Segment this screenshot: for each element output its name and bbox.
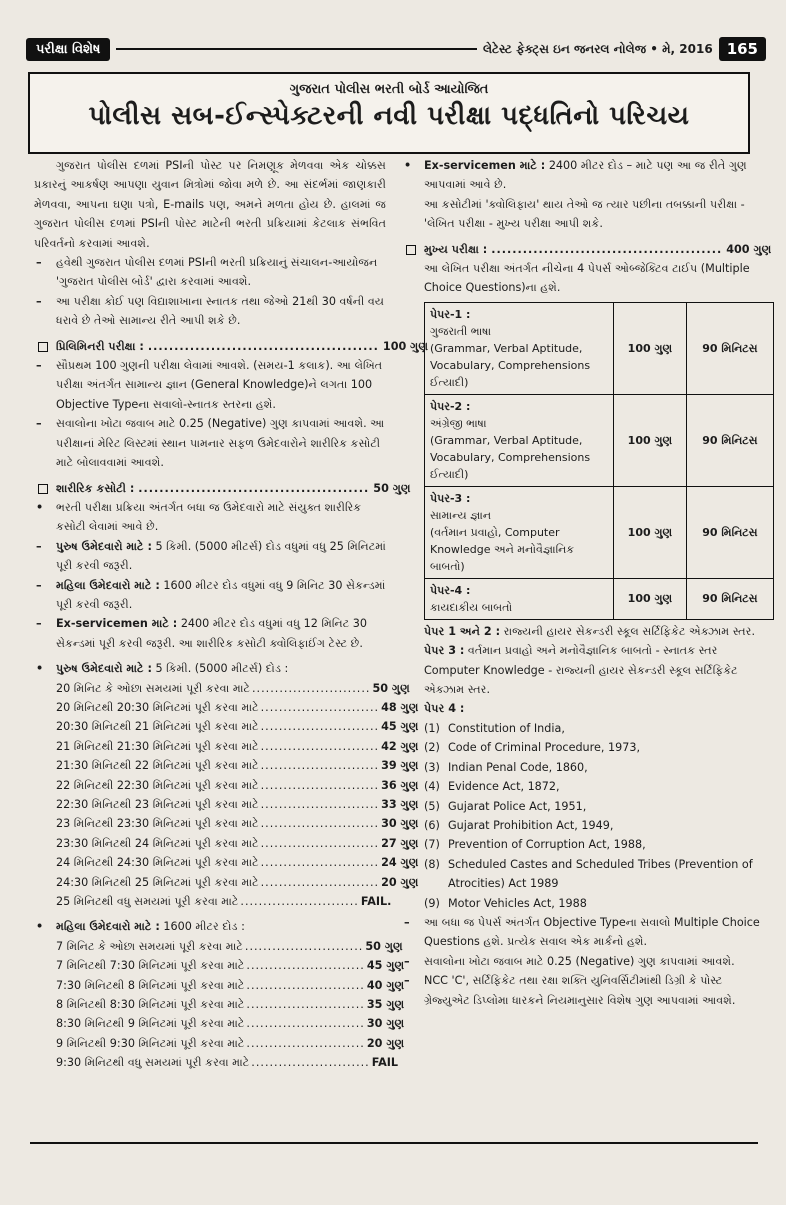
score-time: 8:30 મિનિટથી 9 મિનિટમાં પૂરી કરવા માટે	[56, 1017, 245, 1031]
paper-desc-cell	[425, 394, 614, 486]
paper-row	[425, 302, 774, 394]
score-row	[34, 1053, 399, 1072]
score-time: 20 મિનિટથી 20:30 મિનિટમાં પૂરી કરવા માટે	[56, 700, 259, 714]
act-number: (8)	[424, 857, 440, 871]
title-kicker: ગુજરાત પોલીસ ભરતી બોર્ડ આયોજિત	[289, 82, 489, 97]
act-number: (7)	[424, 838, 440, 852]
score-value: 30 ગુણ	[381, 817, 419, 831]
paper-name: પેપર-3 :	[430, 491, 471, 505]
score-row	[34, 717, 419, 736]
paper-time: 90 મિનિટસ	[686, 394, 773, 486]
paper-desc-cell	[425, 302, 614, 394]
page-title: પોલીસ સબ-ઈન્સ્પેક્ટરની નવી પરીક્ષા પદ્ધતિનો પરિચય	[88, 101, 690, 131]
right-column	[402, 156, 772, 1010]
act-title: Code of Criminal Procedure, 1973,	[448, 741, 641, 755]
intro-point: – હવેથી ગુજરાત પોલીસ દળમાં PSIની ભરતી પ્રક્રિયાનું સંચાલન-આયોજન 'ગુજરાત પોલીસ બોર્ડ' દ્વારા કરવામાં આવશે.	[36, 256, 378, 289]
paper-marks: 100 ગુણ	[614, 394, 687, 486]
score-time: 9 મિનિટથી 9:30 મિનિટમાં પૂરી કરવા માટે	[56, 1036, 245, 1050]
score-value: 35 ગુણ	[366, 998, 405, 1012]
act-item	[424, 835, 766, 854]
issue-info: લેટેસ્ટ ફેક્ટ્સ ઇન જનરલ નોલેજ • મે, 2016	[482, 41, 713, 56]
leader-dots: ..........................	[260, 875, 380, 889]
act-item	[424, 816, 766, 835]
score-row	[34, 1014, 405, 1033]
leader-dots: ..........................	[260, 836, 380, 850]
main-exam-heading: મુખ્ય પરીક્ષા : ............................................ 400 ગુણ	[402, 240, 766, 259]
paper-marks: 100 ગુણ	[614, 302, 687, 394]
paper-name: પેપર-4 :	[430, 583, 471, 597]
paper-marks: 100 ગુણ	[614, 486, 687, 578]
score-time: 7 મિનિટથી 7:30 મિનિટમાં પૂરી કરવા માટે	[56, 959, 245, 973]
score-time: 23:30 મિનિટથી 24 મિનિટમાં પૂરી કરવા માટે	[56, 836, 259, 850]
score-row	[34, 795, 419, 814]
physical-point: – પુરુષ ઉમેદવારો માટે : 5 કિમી. (5000 મીટર્સ) દોડ વધુમાં વધુ 25 મિનિટમાં પૂરી કરવી જરૂરી.	[36, 539, 386, 573]
act-number: (5)	[424, 799, 440, 813]
score-value: 42 ગુણ	[381, 739, 419, 753]
score-value: 27 ગુણ	[381, 836, 419, 850]
paper-desc: સામાન્ય જ્ઞાન (વર્તમાન પ્રવાહો, Computer Knowledge અને મનોવૈજ્ઞાનિક બાબતો)	[430, 508, 575, 573]
act-title: Evidence Act, 1872,	[448, 780, 560, 794]
intro-paragraph: ગુજરાત પોલીસ દળમાં PSIની પોસ્ટ પર નિમણૂક મેળવવા એક ચોક્કસ પ્રકારનું આકર્ષણ આપણા યુવાન મિત્રોમાં જોવા મળે છે. આ સંદર્ભમાં જાણકારી મેળવવા, આપના ઘણા પત્રો, E-mails પણ, અમને મળતા હોય છે. હાલમાં જ ગુજરાત પોલીસ દળમાં PSIની પોસ્ટ માટેની ભરતી પ્રક્રિયામાં કેટલાક સંભવિત પરિવર્તનો કરવામાં આવશે.	[34, 159, 386, 250]
title-box	[28, 72, 750, 154]
prelim-heading: પ્રિલિમિનરી પરીક્ષા : ............................................ 100 ગુણ	[34, 337, 386, 356]
qualify-note: આ કસોટીમાં 'ક્વોલિફાય' થાય તેઓ જ ત્યાર પછીના તબક્કાની પરીક્ષા - 'લેખિત પરીક્ષા - મુખ્ય પરીક્ષા આપી શકે.	[424, 197, 745, 231]
paper-desc: ગુજરાતી ભાષા (Grammar, Verbal Aptitude, Vocabulary, Comprehensions ઈત્યાદી)	[430, 324, 591, 389]
act-item	[424, 758, 766, 777]
left-column	[34, 156, 429, 1073]
paper-desc: કાયદાકીય બાબતો	[430, 600, 513, 614]
score-row	[34, 956, 405, 975]
act-item	[424, 894, 766, 913]
score-value: 40 ગુણ	[366, 978, 405, 992]
score-time: 9:30 મિનિટથી વધુ સમયમાં પૂરી કરવા માટે	[56, 1056, 250, 1070]
score-time: 25 મિનિટથી વધુ સમયમાં પૂરી કરવા માટે	[56, 895, 239, 909]
ex-servicemen-point: • Ex-servicemen માટે : 2400 મીટર દોડ – માટે પણ આ જ રીતે ગુણ આપવામાં આવે છે.	[404, 159, 747, 192]
leader-dots: ............................................	[147, 339, 379, 353]
act-title: Motor Vehicles Act, 1988	[448, 896, 587, 910]
score-row	[34, 853, 419, 872]
leader-dots: ..........................	[260, 798, 380, 811]
score-value: 30 ગુણ	[366, 1017, 405, 1031]
paper4-note: પેપર 4 :	[424, 702, 465, 716]
male-scores-heading: • પુરુષ ઉમેદવારો માટે : 5 કિમી. (5000 મીટર્સ) દોડ :	[36, 662, 289, 676]
leader-dots: ..........................	[260, 739, 380, 753]
act-title: Constitution of India,	[448, 721, 565, 735]
act-number: (3)	[424, 760, 440, 774]
score-row	[34, 937, 403, 956]
act-title: Gujarat Prohibition Act, 1949,	[448, 818, 614, 832]
paper-name: પેપર-1 :	[430, 307, 471, 321]
score-row	[34, 756, 419, 775]
page-number: 165	[719, 37, 766, 61]
score-row	[34, 698, 419, 717]
act-title: Indian Penal Code, 1860,	[448, 760, 588, 774]
square-bullet-icon	[406, 245, 416, 255]
paper-time: 90 મિનિટસ	[686, 486, 773, 578]
physical-point: – Ex-servicemen માટે : 2400 મીટર દોડ વધુમાં વધુ 12 મિનિટ 30 સેકન્ડમાં પૂરી કરવી જરૂરી. આ શારીરિક કસોટી ક્વોલિફાઈંગ ટેસ્ટ છે.	[36, 617, 368, 650]
leader-dots: ..........................	[246, 978, 365, 992]
score-time: 8 મિનિટથી 8:30 મિનિટમાં પૂરી કરવા માટે	[56, 998, 245, 1012]
leader-dots: ..........................	[244, 939, 364, 953]
physical-heading: શારીરિક કસોટી : ............................................ 50 ગુણ	[34, 479, 386, 498]
leader-dots: ............................................	[491, 242, 723, 256]
square-bullet-icon	[38, 484, 48, 494]
physical-point: – મહિલા ઉમેદવારો માટે : 1600 મીટર દોડ વધુમાં વધુ 9 મિનિટ 30 સેકન્ડમાં પૂરી કરવી જરૂરી.	[36, 578, 386, 611]
act-number: (6)	[424, 818, 440, 832]
score-row	[34, 814, 419, 833]
act-item	[424, 719, 766, 738]
score-value: 45 ગુણ	[381, 720, 419, 734]
act-title: Gujarat Police Act, 1951,	[448, 799, 587, 813]
score-value: 50 ગુણ	[372, 681, 410, 695]
paper-name: પેપર-2 :	[430, 399, 471, 413]
leader-dots: ..........................	[246, 998, 365, 1012]
score-time: 22 મિનિટથી 22:30 મિનિટમાં પૂરી કરવા માટે	[56, 778, 259, 792]
score-row	[34, 1034, 405, 1053]
act-number: (1)	[424, 721, 440, 735]
prelim-point: – સવાલોના ખોટા જવાબ માટે 0.25 (Negative) ગુણ કાપવામાં આવશે. આ પરીક્ષાનાં મેરિટ લિસ્ટમાં સ્થાન પામનાર સફળ ઉમેદવારોને શારીરિક કસોટી માટે બોલાવવામાં આવશે.	[36, 417, 385, 470]
paper3-note: પેપર 3 : વર્તમાન પ્રવાહો અને મનોવૈજ્ઞાનિક બાબતો - સ્નાતક સ્તર Computer Knowledge - રાજ્યની હાયર સેકન્ડરી સ્કૂલ સર્ટિફિકેટ એક્ઝામ સ્તર.	[424, 644, 738, 697]
acts-list	[402, 719, 766, 913]
leader-dots: ..........................	[240, 895, 359, 909]
act-item	[424, 855, 766, 894]
score-time: 23 મિનિટથી 23:30 મિનિટમાં પૂરી કરવા માટે	[56, 817, 259, 831]
leader-dots: ..........................	[260, 759, 380, 773]
score-time: 24:30 મિનિટથી 25 મિનિટમાં પૂરી કરવા માટે	[56, 875, 259, 889]
paper-row	[425, 486, 774, 578]
male-score-list	[34, 679, 419, 912]
leader-dots: ..........................	[260, 700, 380, 714]
score-value: 24 ગુણ	[381, 856, 419, 870]
leader-dots: ..........................	[251, 1056, 370, 1070]
score-row	[34, 873, 419, 892]
score-row	[34, 976, 405, 995]
leader-dots: ............................................	[138, 481, 370, 495]
square-bullet-icon	[38, 342, 48, 352]
leader-dots: ..........................	[260, 778, 380, 792]
score-value: FAIL	[371, 1056, 399, 1070]
prelim-point: – સૌપ્રથમ 100 ગુણની પરીક્ષા લેવામાં આવશે. (સમય-1 કલાક). આ લેખિત પરીક્ષા અંતર્ગત સામાન્ય જ્ઞાન (General Knowledge)ને લગતા 100 Objective Typeના સવાલો-સ્નાતક સ્તરના હશે.	[36, 359, 383, 411]
leader-dots: ..........................	[252, 681, 371, 695]
paper-row	[425, 394, 774, 486]
female-scores-heading: • મહિલા ઉમેદવારો માટે : 1600 મીટર દોડ :	[36, 920, 245, 934]
leader-dots: ..........................	[246, 1036, 365, 1050]
leader-dots: ..........................	[260, 856, 380, 870]
score-row	[34, 892, 392, 911]
score-value: 33 ગુણ	[381, 798, 419, 811]
score-time: 22:30 મિનિટથી 23 મિનિટમાં પૂરી કરવા માટે	[56, 798, 259, 811]
section-tag: પરીક્ષા વિશેષ	[26, 38, 110, 61]
main-exam-intro: આ લેખિત પરીક્ષા અંતર્ગત નીચેના 4 પેપર્સ ઓબ્જેક્ટિવ ટાઈપ (Multiple Choice Questions)ના હશે.	[424, 262, 750, 295]
score-time: 7:30 મિનિટથી 8 મિનિટમાં પૂરી કરવા માટે	[56, 978, 245, 992]
score-value: 50 ગુણ	[365, 939, 403, 953]
score-time: 24 મિનિટથી 24:30 મિનિટમાં પૂરી કરવા માટે	[56, 856, 259, 870]
paper-time: 90 મિનિટસ	[686, 302, 773, 394]
paper-desc: અંગ્રેજી ભાષા (Grammar, Verbal Aptitude, Vocabulary, Comprehensions ઈત્યાદી)	[430, 416, 591, 481]
act-item	[424, 797, 766, 816]
leader-dots: ..........................	[246, 959, 365, 973]
physical-intro: • ભરતી પરીક્ષા પ્રક્રિયા અંતર્ગત બધા જ ઉમેદવારો માટે સંયુક્ત શારીરિક કસોટી લેવામાં આવે છે.	[36, 500, 362, 534]
final-point: – સવાલોના ખોટા જવાબ માટે 0.25 (Negative) ગુણ કાપવામાં આવશે.	[404, 954, 735, 968]
leader-dots: ..........................	[246, 1017, 365, 1031]
paper-time: 90 મિનિટસ	[686, 578, 773, 619]
score-value: 39 ગુણ	[381, 759, 419, 773]
score-time: 7 મિનિટ કે ઓછા સમયમાં પૂરી કરવા માટે	[56, 939, 243, 953]
score-value: 20 ગુણ	[366, 1036, 405, 1050]
final-point: – NCC 'C', સર્ટિફિકેટ તથા રક્ષા શક્તિ યુનિવર્સિટીમાંથી ડિગ્રી કે પોસ્ટ ગ્રેજ્યુએટ ડિપ્લોમા ધારકને નિયમાનુસાર વિશેષ ગુણ આપવામાં આવશે.	[404, 974, 736, 1007]
act-number: (4)	[424, 780, 440, 794]
score-row	[34, 679, 410, 698]
score-value: 45 ગુણ	[366, 959, 405, 973]
paper-desc-cell	[425, 578, 614, 619]
score-time: 21 મિનિટથી 21:30 મિનિટમાં પૂરી કરવા માટે	[56, 739, 259, 753]
score-row	[34, 737, 419, 756]
score-value: FAIL.	[360, 895, 392, 909]
score-row	[34, 995, 405, 1014]
act-item	[424, 738, 766, 757]
score-value: 36 ગુણ	[381, 778, 419, 792]
score-time: 20 મિનિટ કે ઓછા સમયમાં પૂરી કરવા માટે	[56, 681, 250, 695]
intro-point: – આ પરીક્ષા કોઈ પણ વિદ્યાશાખાના સ્નાતક તથા જેઓ 21થી 30 વર્ષની વય ધરાવે છે તેઓ સામાન્ય રીતે આપી શકે છે.	[36, 294, 384, 328]
paper12-note: પેપર 1 અને 2 : રાજ્યની હાયર સેકન્ડરી સ્કૂલ સર્ટિફિકેટ એક્ઝામ સ્તર.	[424, 624, 756, 638]
paper-desc-cell	[425, 486, 614, 578]
score-row	[34, 776, 419, 795]
score-row	[34, 834, 419, 853]
act-item	[424, 777, 766, 796]
paper-marks: 100 ગુણ	[614, 578, 687, 619]
score-value: 48 ગુણ	[381, 700, 419, 714]
female-score-list	[34, 937, 405, 1073]
header-rule	[116, 48, 477, 50]
act-number: (9)	[424, 896, 440, 910]
act-title: Scheduled Castes and Scheduled Tribes (Prevention of Atrocities) Act 1989	[448, 857, 753, 891]
leader-dots: ..........................	[260, 817, 380, 831]
final-point: – આ બધા જ પેપર્સ અંતર્ગત Objective Typeના સવાલો Multiple Choice Questions હશે. પ્રત્યેક સવાલ એક માર્કનો હશે.	[404, 915, 760, 949]
score-time: 21:30 મિનિટથી 22 મિનિટમાં પૂરી કરવા માટે	[56, 759, 259, 773]
footer-rule	[30, 1142, 758, 1144]
act-title: Prevention of Corruption Act, 1988,	[448, 838, 646, 852]
paper-row	[425, 578, 774, 619]
score-time: 20:30 મિનિટથી 21 મિનિટમાં પૂરી કરવા માટે	[56, 720, 259, 734]
score-value: 20 ગુણ	[381, 875, 419, 889]
papers-table	[424, 302, 774, 620]
act-number: (2)	[424, 741, 440, 755]
page-header	[26, 36, 766, 62]
leader-dots: ..........................	[260, 720, 380, 734]
